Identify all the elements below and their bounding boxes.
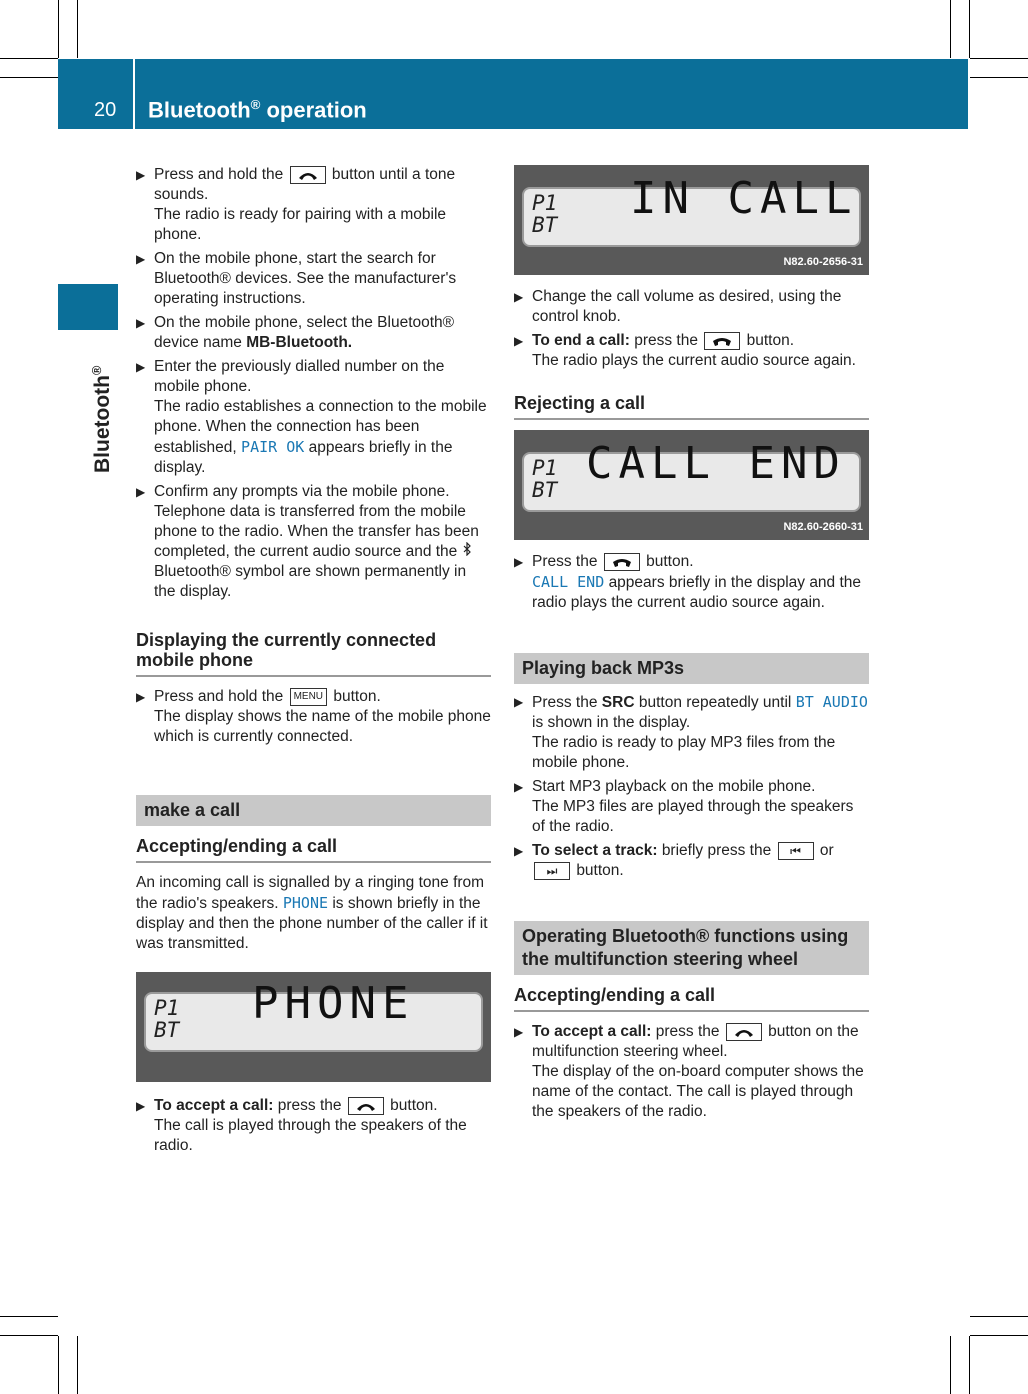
device-name: MB-Bluetooth. bbox=[246, 334, 353, 351]
lcd-screen bbox=[522, 438, 861, 512]
step-arrow-icon: ▶ bbox=[136, 252, 146, 266]
crop-mark bbox=[58, 0, 59, 58]
lcd-display-call-end bbox=[514, 430, 869, 540]
previous-track-icon: ⏮ bbox=[778, 842, 814, 860]
step-text: Press the bbox=[532, 694, 598, 711]
intro-paragraph bbox=[136, 873, 491, 954]
step-result: The display shows the name of the mobile phone which is currently connected. bbox=[154, 708, 491, 745]
section-heading: Rejecting a call bbox=[514, 393, 869, 420]
page-number: 20 bbox=[94, 99, 117, 121]
step-arrow-icon: ▶ bbox=[514, 780, 524, 794]
display-message: CALL END bbox=[532, 573, 605, 591]
section-heading: Accepting/ending a call bbox=[514, 985, 869, 1012]
step-label: To accept a call: bbox=[532, 1023, 652, 1040]
step-arrow-icon: ▶ bbox=[136, 360, 146, 374]
step-label: To accept a call: bbox=[154, 1097, 274, 1114]
lcd-preset: P1 bbox=[154, 996, 180, 1020]
section-bar: Playing back MP3s bbox=[514, 653, 869, 684]
lcd-source: BT bbox=[154, 1018, 180, 1042]
step-text: press the bbox=[277, 1097, 342, 1114]
step-text: button. bbox=[390, 1097, 438, 1114]
page-title-sup: ® bbox=[250, 97, 261, 112]
section-heading: Displaying the currently connected mobile phone bbox=[136, 630, 491, 677]
step-text: press the bbox=[655, 1023, 720, 1040]
lcd-main-text: IN CALL bbox=[630, 173, 858, 224]
display-message: BT AUDIO bbox=[795, 693, 868, 711]
instruction-step bbox=[514, 552, 869, 613]
lcd-preset: P1 bbox=[532, 456, 558, 480]
crop-mark bbox=[970, 1335, 1028, 1336]
page-header bbox=[58, 59, 968, 129]
step-text: Press and hold the bbox=[154, 688, 284, 705]
step-text: button. bbox=[576, 862, 624, 879]
step-text: Start MP3 playback on the mobile phone. bbox=[532, 778, 816, 795]
crop-mark bbox=[77, 0, 78, 58]
display-message: PHONE bbox=[282, 894, 329, 912]
step-text: On the mobile phone, start the search for Bluetooth® devices. See the manufacturer's operating instructions. bbox=[154, 250, 457, 307]
step-result: The MP3 files are played through the speakers of the radio. bbox=[532, 798, 854, 835]
step-result: Telephone data is transferred from the mobile phone to the radio. When the transfer has been completed, the current audio source and the bbox=[154, 503, 479, 560]
intro-text: An incoming call is signalled by a ringing tone from the radio's speakers. bbox=[136, 874, 485, 912]
crop-mark bbox=[970, 1316, 1028, 1317]
step-arrow-icon: ▶ bbox=[136, 690, 146, 704]
instruction-step bbox=[136, 313, 491, 353]
step-text: button. bbox=[333, 688, 381, 705]
page-title-text: Bluetooth bbox=[148, 97, 251, 123]
step-arrow-icon: ▶ bbox=[514, 1025, 524, 1039]
step-arrow-icon: ▶ bbox=[514, 695, 524, 709]
crop-mark bbox=[0, 77, 58, 78]
bluetooth-icon bbox=[462, 543, 472, 560]
instruction-step bbox=[136, 687, 491, 747]
step-result: The radio is ready for pairing with a mobile phone. bbox=[154, 206, 447, 243]
crop-mark bbox=[969, 1336, 970, 1394]
header-divider bbox=[133, 59, 135, 129]
step-text: press the bbox=[634, 332, 698, 349]
instruction-step bbox=[136, 482, 491, 602]
step-text: is shown in the display. bbox=[532, 714, 691, 731]
step-text: On the mobile phone, select the Bluetooth® device name bbox=[154, 314, 455, 351]
step-arrow-icon: ▶ bbox=[514, 290, 524, 304]
instruction-step bbox=[136, 249, 491, 309]
step-label: To end a call: bbox=[532, 332, 630, 349]
crop-mark bbox=[0, 1335, 58, 1336]
figure-reference: N82.60-2656-31 bbox=[783, 256, 863, 268]
side-tab-marker bbox=[58, 284, 118, 330]
instruction-step bbox=[136, 165, 491, 245]
next-track-icon: ⏭ bbox=[534, 862, 570, 880]
step-text: button. bbox=[746, 332, 795, 349]
phone-hangup-button-icon bbox=[604, 553, 640, 571]
crop-mark bbox=[950, 1336, 951, 1394]
lcd-display-in-call bbox=[514, 165, 869, 275]
phone-pickup-button-icon bbox=[348, 1097, 384, 1115]
instruction-step bbox=[514, 287, 869, 327]
step-text: Press and hold the bbox=[154, 166, 284, 183]
lcd-source: BT bbox=[532, 213, 558, 237]
phone-pickup-button-icon bbox=[290, 166, 326, 184]
instruction-step bbox=[136, 1096, 491, 1156]
instruction-step bbox=[136, 357, 491, 478]
instruction-step bbox=[514, 841, 869, 881]
lcd-display-phone bbox=[136, 972, 491, 1082]
lcd-screen bbox=[144, 978, 483, 1052]
step-arrow-icon: ▶ bbox=[136, 1099, 146, 1113]
step-arrow-icon: ▶ bbox=[514, 555, 524, 569]
side-tab-label bbox=[90, 366, 115, 473]
step-result: symbol are shown permanently in the display. bbox=[154, 563, 467, 600]
page-title: Bluetooth® operation bbox=[148, 97, 367, 123]
step-result: The radio plays the current audio source again. bbox=[532, 352, 856, 369]
crop-mark bbox=[58, 1336, 59, 1394]
step-result: Bluetooth® bbox=[154, 563, 231, 580]
instruction-step bbox=[514, 331, 869, 371]
step-result: The call is played through the speakers of the radio. bbox=[154, 1117, 467, 1154]
lcd-preset: P1 bbox=[532, 191, 558, 215]
crop-mark bbox=[0, 1316, 58, 1317]
step-text: button on the multifunction steering wheel. bbox=[532, 1023, 859, 1060]
lcd-screen bbox=[522, 173, 861, 247]
crop-mark bbox=[0, 58, 58, 59]
step-arrow-icon: ▶ bbox=[514, 334, 524, 348]
step-result: The radio establishes a connection to the mobile phone. When the connection has been established, bbox=[154, 398, 487, 456]
step-text: Press the bbox=[532, 553, 598, 570]
phone-hangup-button-icon bbox=[704, 332, 740, 350]
step-result: appears briefly in the display and the radio plays the current audio source again. bbox=[532, 574, 862, 611]
crop-mark bbox=[970, 58, 1028, 59]
step-result: The radio is ready to play MP3 files from the mobile phone. bbox=[532, 734, 836, 771]
right-column bbox=[514, 165, 869, 1126]
crop-mark bbox=[969, 0, 970, 58]
step-text: button. bbox=[646, 553, 694, 570]
lcd-main-text: CALL END bbox=[586, 438, 846, 489]
instruction-step bbox=[514, 692, 869, 773]
intro-text: is shown briefly in the display and then the phone number of the caller if it was transmitted. bbox=[136, 895, 488, 952]
crop-mark bbox=[950, 0, 951, 58]
step-text: or bbox=[819, 842, 834, 859]
step-arrow-icon: ▶ bbox=[136, 316, 146, 330]
step-text: Enter the previously dialled number on the mobile phone. bbox=[154, 358, 445, 395]
step-text: Change the call volume as desired, using the control knob. bbox=[532, 288, 842, 325]
step-result: The display of the on-board computer shows the name of the contact. The call is played through the speakers of the radio. bbox=[532, 1063, 864, 1120]
side-tab-text: Bluetooth bbox=[91, 375, 114, 473]
section-bar: Operating Bluetooth® functions using the multifunction steering wheel bbox=[514, 921, 869, 975]
menu-button-icon: MENU bbox=[290, 688, 327, 706]
instruction-step bbox=[514, 777, 869, 837]
phone-pickup-button-icon bbox=[726, 1023, 762, 1041]
figure-reference: N82.60-2660-31 bbox=[783, 521, 863, 533]
left-column bbox=[136, 165, 491, 1160]
button-label: SRC bbox=[601, 694, 635, 711]
section-bar: make a call bbox=[136, 795, 491, 826]
instruction-step bbox=[514, 1022, 869, 1122]
lcd-source: BT bbox=[532, 478, 558, 502]
step-text: button until a tone sounds. bbox=[154, 166, 456, 203]
step-text: button repeatedly until bbox=[638, 694, 792, 711]
step-arrow-icon: ▶ bbox=[136, 485, 146, 499]
side-tab-sup: ® bbox=[90, 365, 104, 376]
crop-mark bbox=[970, 77, 1028, 78]
section-heading: Accepting/ending a call bbox=[136, 836, 491, 863]
step-result: appears briefly in the display. bbox=[154, 439, 453, 476]
crop-mark bbox=[77, 1336, 78, 1394]
step-arrow-icon: ▶ bbox=[136, 168, 146, 182]
lcd-main-text: PHONE bbox=[252, 978, 415, 1029]
step-label: To select a track: bbox=[532, 842, 658, 859]
step-text: Confirm any prompts via the mobile phone. bbox=[154, 483, 450, 500]
step-text: briefly press the bbox=[661, 842, 772, 859]
display-message: PAIR OK bbox=[241, 438, 305, 456]
step-arrow-icon: ▶ bbox=[514, 844, 524, 858]
